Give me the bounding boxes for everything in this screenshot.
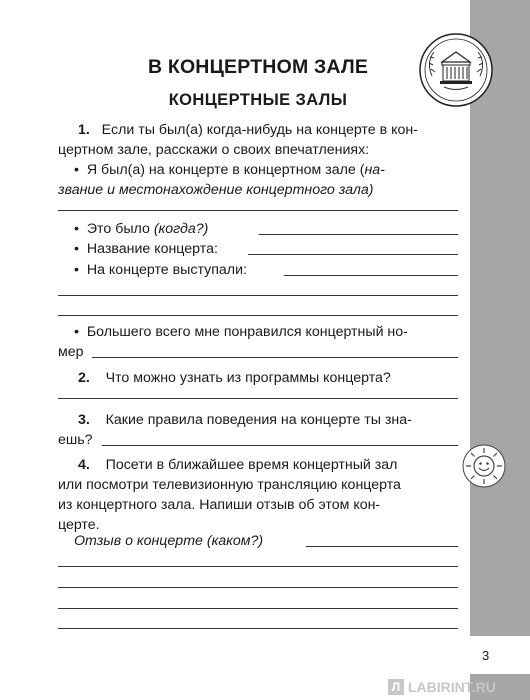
answer-line[interactable] [259,234,458,235]
answer-line[interactable] [58,210,458,211]
watermark-text: LABIRINT.RU [408,679,496,695]
answer-line[interactable] [102,445,458,446]
task-1-bullet-4: • На концерте выступали: [74,262,247,278]
answer-line[interactable] [58,566,458,567]
page-number: 3 [470,636,530,674]
task-4-line-2: или посмотри телевизионную трансляцию концерта [58,477,401,493]
smiley-sun-icon [462,444,506,488]
task-1-bullet-2: • Это было (когда?) [74,221,209,237]
task-1-bullet-5-cont: мер [58,344,84,360]
task-2-number: 2. [78,370,90,386]
task-1-line-1: 1. Если ты был(а) когда-нибудь на концерте в кон- [78,122,418,138]
answer-line[interactable] [58,628,458,629]
page-subtitle: КОНЦЕРТНЫЕ ЗАЛЫ [168,91,348,109]
answer-line[interactable] [306,546,458,547]
task-1-line-2: цертном зале, расскажи о своих впечатлениях: [58,142,370,158]
task-4-line-3: из концертного зала. Напиши отзыв об этом кон- [58,497,381,513]
answer-line[interactable] [92,357,458,358]
page-title: В КОНЦЕРТНОМ ЗАЛЕ [147,56,369,78]
answer-line[interactable] [58,398,458,399]
watermark [388,679,496,695]
answer-line[interactable] [248,254,458,255]
task-1-bullet-5: • Большего всего мне понравился концертный но- [74,324,408,340]
task-3-line-2: ешь? [58,432,93,448]
task-3-number: 3. [78,412,90,428]
task-4-line-1: 4. Посети в ближайшее время концертный зал [78,457,398,473]
answer-line[interactable] [284,275,458,276]
task-2-line: 2. Что можно узнать из программы концерта? [78,370,391,386]
review-label: Отзыв о концерте (каком?) [74,533,264,549]
task-1-bullet-1: • Я был(а) на концерте в концертном зале (на- [74,162,385,178]
answer-line[interactable] [58,295,458,296]
answer-line[interactable] [58,315,458,316]
task-1-bullet-3: • Название концерта: [74,241,218,257]
task-1-bullet-1-cont: звание и местонахождение концертного зала) [58,182,374,198]
task-4-number: 4. [78,457,90,473]
answer-line[interactable] [58,587,458,588]
answer-line[interactable] [58,608,458,609]
task-1-number: 1. [78,122,90,138]
task-3-line-1: 3. Какие правила поведения на концерте ты зна- [78,412,412,428]
task-4-line-4: церте. [58,517,100,533]
watermark-logo-icon: Л [388,679,404,695]
